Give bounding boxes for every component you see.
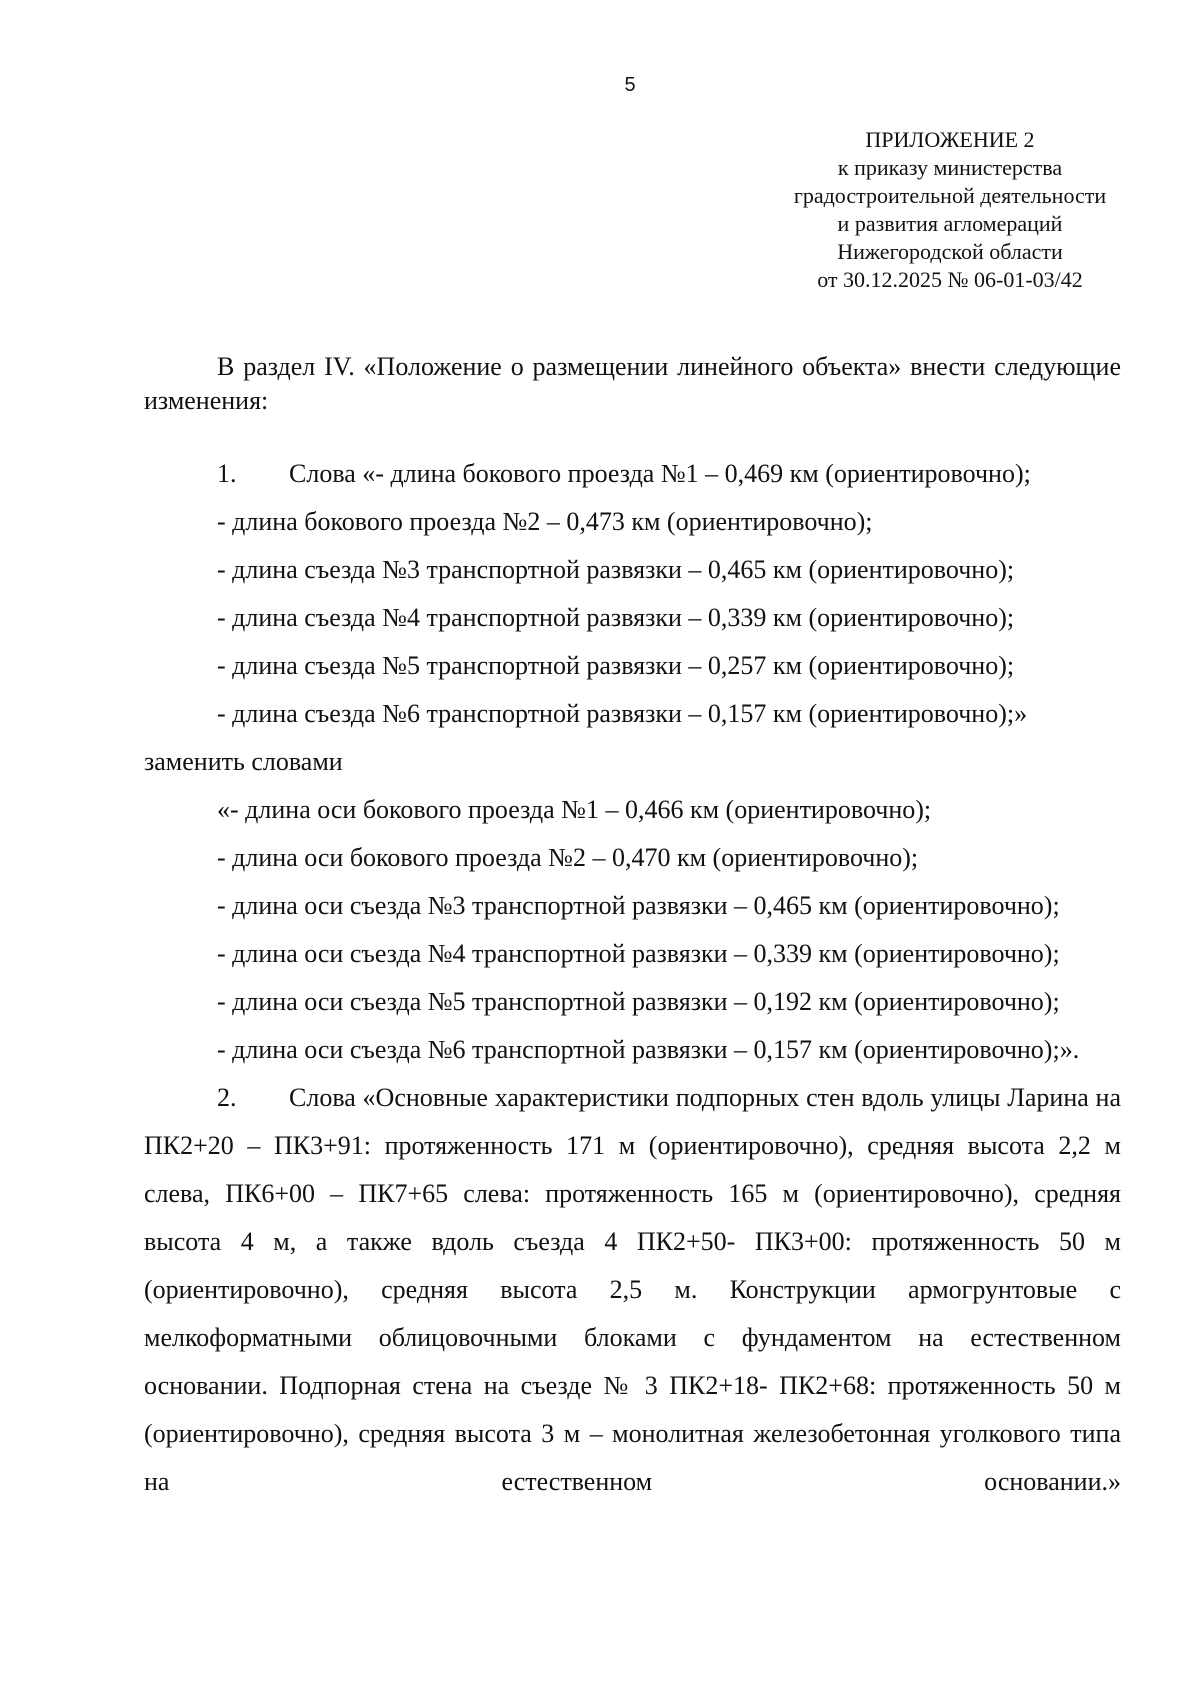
item2-number: 2. xyxy=(217,1083,237,1112)
old-line: - длина съезда №3 транспортной развязки – 0,465 км (ориентировочно); xyxy=(217,555,1015,584)
old-line: - длина съезда №5 транспортной развязки – 0,257 км (ориентировочно); xyxy=(217,651,1015,680)
item1-first-line xyxy=(144,450,1121,498)
new-line: - длина оси съезда №5 транспортной развязки – 0,192 км (ориентировочно); xyxy=(217,987,1060,1016)
new-line: «- длина оси бокового проезда №1 – 0,466 км (ориентировочно); xyxy=(217,795,932,824)
new-line: - длина оси съезда №4 транспортной развязки – 0,339 км (ориентировочно); xyxy=(217,939,1060,968)
appendix-order-ref: от 30.12.2025 № 06-01-03/42 xyxy=(817,267,1083,292)
new-line: - длина оси бокового проезда №2 – 0,470 км (ориентировочно); xyxy=(217,843,919,872)
item2-text: Слова «Основные характеристики подпорных стен вдоль улицы Ларина на ПК2+20 – ПК3+91: протяженность 171 м (ориентировочно), средняя высота 2,2 м слева, ПК6+00 – ПК7+65 слева: протяженность 165 м (ориентировочно), средняя высота 4 м, а также вдоль съезда 4 ПК2+50- ПК3+00: протяженность 50 м (ориентировочно), средняя высота 2,5 м. Конструкции армогрунтовые с мелкоформатными облицовочными блоками с фундаментом на естественном основании. Подпорная стена на съезде № 3 ПК2+18- ПК2+68: протяженность 50 м (ориентировочно), средняя высота 3 м – монолитная железобетонная уголкового типа на естественном основании.» xyxy=(144,1083,1121,1496)
page-number: 5 xyxy=(624,74,636,96)
appendix-title: ПРИЛОЖЕНИЕ 2 xyxy=(865,127,1035,152)
amendment-list xyxy=(144,450,1121,1506)
replace-with-label: заменить словами xyxy=(144,747,343,776)
old-line: - длина съезда №6 транспортной развязки – 0,157 км (ориентировочно);» xyxy=(217,699,1028,728)
new-line: - длина оси съезда №6 транспортной развязки – 0,157 км (ориентировочно);». xyxy=(217,1035,1080,1064)
appendix-line: и развития агломераций xyxy=(837,211,1063,236)
item1-old-first: Слова «- длина бокового проезда №1 – 0,469 км (ориентировочно); xyxy=(289,459,1031,488)
appendix-line: Нижегородской области xyxy=(837,239,1063,264)
item1-number: 1. xyxy=(217,459,237,488)
old-line: - длина съезда №4 транспортной развязки – 0,339 км (ориентировочно); xyxy=(217,603,1015,632)
old-line: - длина бокового проезда №2 – 0,473 км (ориентировочно); xyxy=(217,507,873,536)
appendix-header xyxy=(760,126,1140,294)
new-line: - длина оси съезда №3 транспортной развязки – 0,465 км (ориентировочно); xyxy=(217,891,1060,920)
item2-paragraph xyxy=(144,1074,1121,1506)
intro-paragraph: В раздел IV. «Положение о размещении линейного объекта» внести следующие изменения: xyxy=(144,352,1121,415)
appendix-line: к приказу министерства xyxy=(837,155,1063,180)
appendix-line: градостроительной деятельности xyxy=(793,183,1107,208)
